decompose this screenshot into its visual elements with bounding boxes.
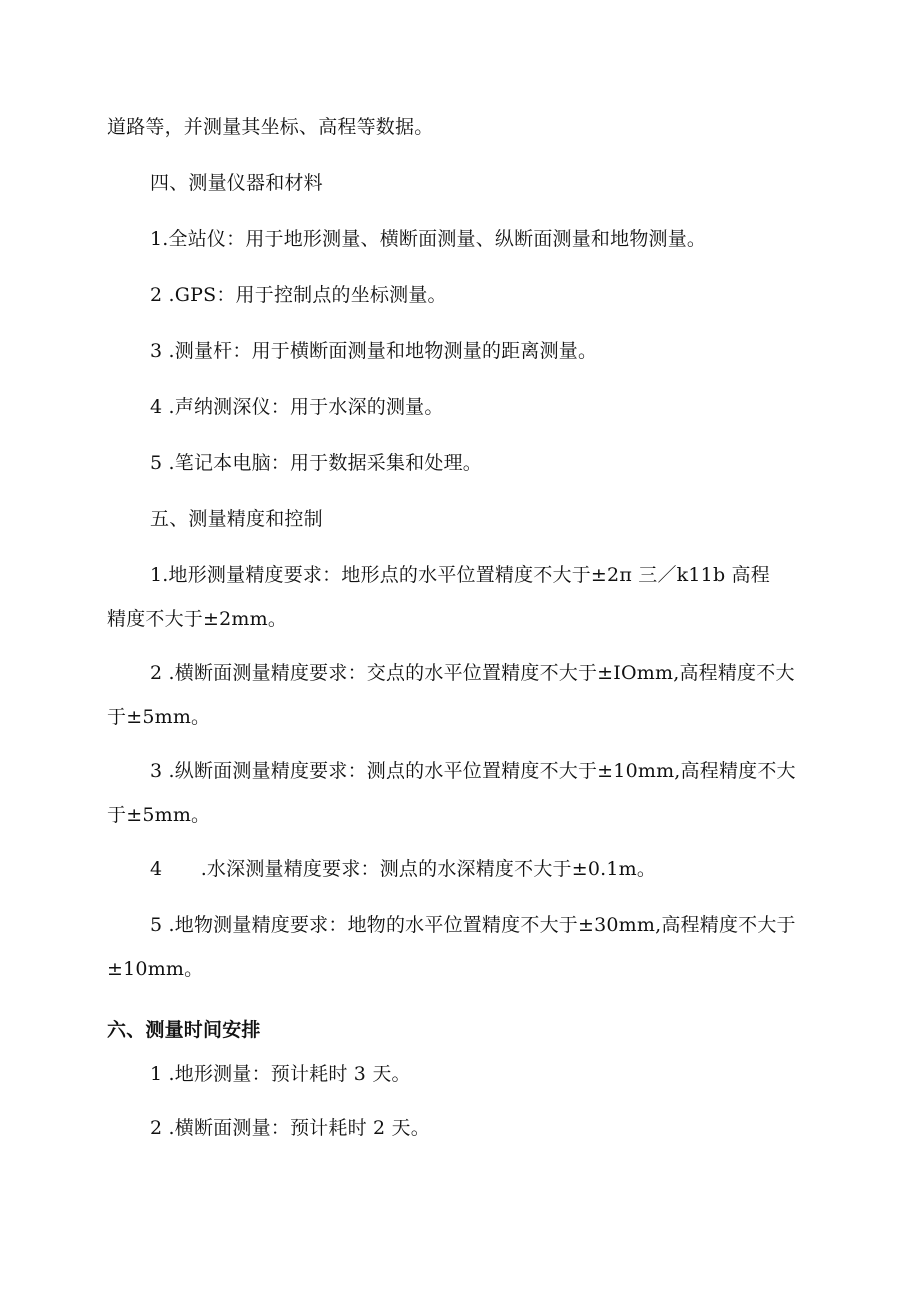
- list-item: 1.全站仪：用于地形测量、横断面测量、纵断面测量和地物测量。: [150, 228, 707, 250]
- list-item: 2 .横断面测量精度要求：交点的水平位置精度不大于±IOmm,高程精度不大: [150, 662, 795, 684]
- list-item: 4 .声纳测深仪：用于水深的测量。: [150, 396, 444, 418]
- paragraph-line: 道路等，并测量其坐标、高程等数据。: [107, 116, 434, 138]
- list-item-continuation: 精度不大于±2mm。: [107, 608, 288, 630]
- list-item-continuation: ±10mm。: [107, 958, 204, 980]
- list-item: 3 .测量杆：用于横断面测量和地物测量的距离测量。: [150, 340, 598, 362]
- list-item: 4 .水深测量精度要求：测点的水深精度不大于±0.1m。: [150, 858, 657, 880]
- list-item: 2 .横断面测量：预计耗时 2 天。: [150, 1117, 430, 1139]
- list-item: 5 .地物测量精度要求：地物的水平位置精度不大于±30mm,高程精度不大于: [150, 914, 796, 936]
- list-item: 1 .地形测量：预计耗时 3 天。: [150, 1063, 411, 1085]
- list-item: 5 .笔记本电脑：用于数据采集和处理。: [150, 452, 482, 474]
- list-item-continuation: 于±5mm。: [107, 706, 211, 728]
- list-item: 3 .纵断面测量精度要求：测点的水平位置精度不大于±10mm,高程精度不大: [150, 760, 796, 782]
- section-heading: 五、测量精度和控制: [150, 508, 323, 530]
- list-item: 2 .GPS：用于控制点的坐标测量。: [150, 284, 447, 306]
- list-item: 1.地形测量精度要求：地形点的水平位置精度不大于±2π 三／k11b 高程: [150, 564, 770, 586]
- section-heading-bold: 六、测量时间安排: [107, 1019, 261, 1041]
- list-item-continuation: 于±5mm。: [107, 804, 211, 826]
- section-heading: 四、测量仪器和材料: [150, 172, 323, 194]
